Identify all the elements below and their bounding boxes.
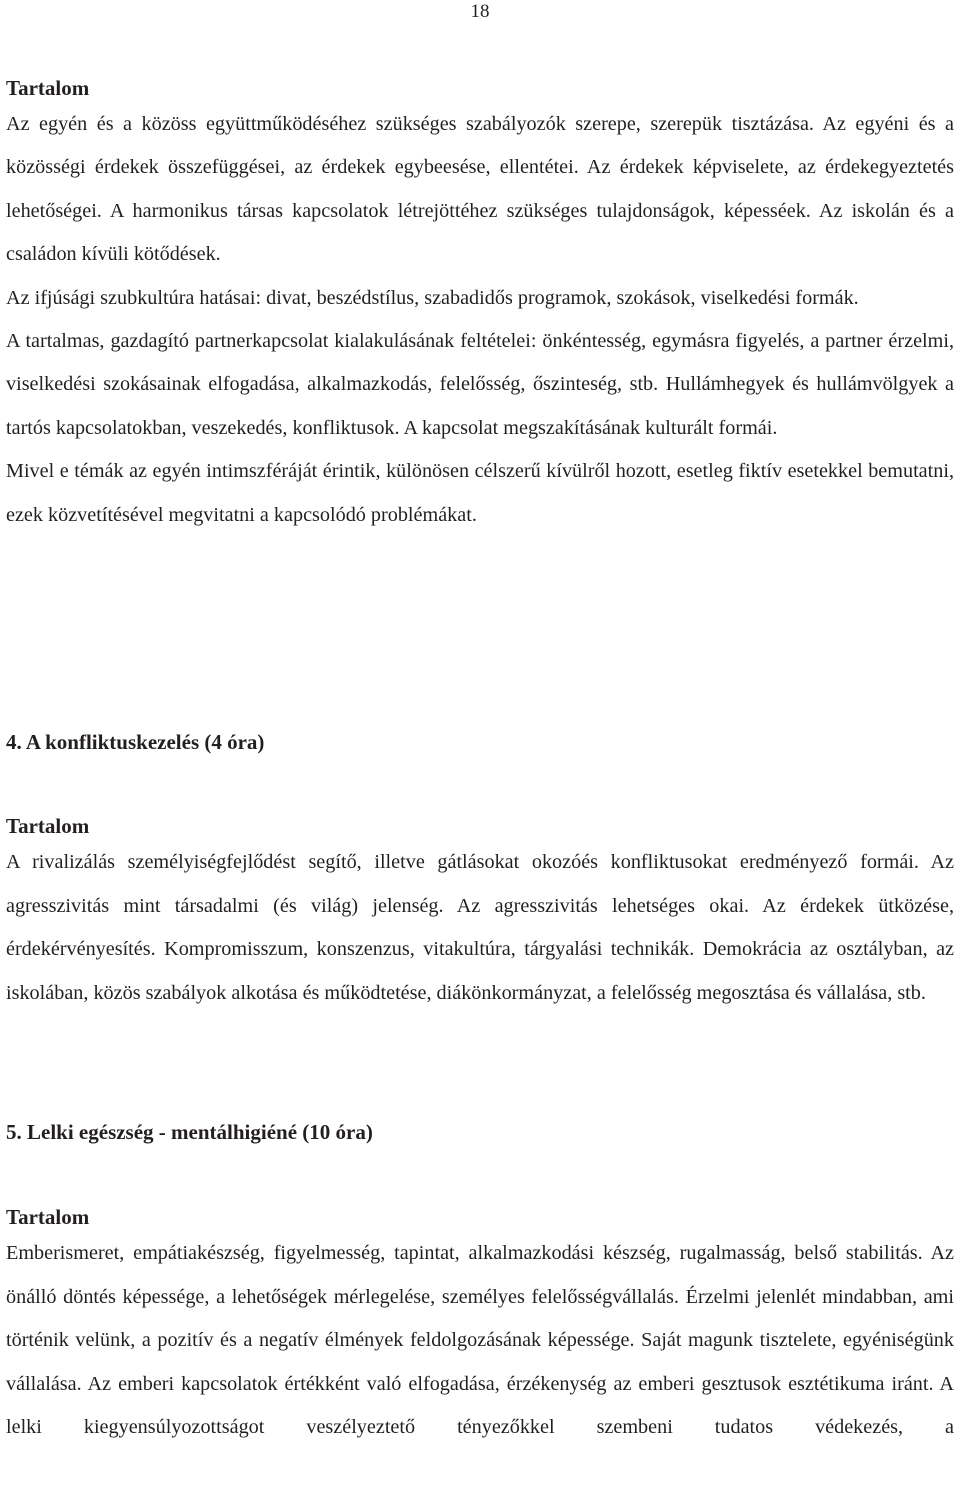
paragraph: Mivel e témák az egyén intimszféráját érintik, különösen célszerű kívülről hozott, esetleg fiktív esetekkel bemutatni, ezek közvetítésével megvitatni a kapcsolódó problémákat. [6,460,954,526]
content-heading: Tartalom [6,76,90,100]
content-heading: Tartalom [6,1205,90,1229]
content-block-section-4 [6,812,954,1015]
paragraph: Az ifjúsági szubkultúra hatásai: divat, beszédstílus, szabadidős programok, szokások, viselkedési formák. [6,286,859,309]
content-block-intro [6,74,954,537]
page-number: 18 [470,1,490,22]
paragraph: A tartalmas, gazdagító partnerkapcsolat kialakulásának feltételei: önkéntesség, egymásra figyelés, a partner érzelmi, viselkedési szokásainak elfogadása, alkalmazkodás, felelősség, őszinteség, stb. Hullámhegyek és hullámvölgyek a tartós kapcsolatokban, veszekedés, konfliktusok. A kapcsolat megszakításának kulturált formái. [6,330,954,439]
paragraph: Emberismeret, empátiakészség, figyelmesség, tapintat, alkalmazkodási készség, rugalmasság, belső stabilitás. Az önálló döntés képessége, a lehetőségek mérlegelése, személyes felelősségvállalás. Érzelmi jelenlét mindabban, ami történik velünk, a pozitív és a negatív élmények feldolgozásának képessége. Saját magunk tisztelete, egyéniségünk vállalása. Az emberi kapcsolatok értékként való elfogadása, érzékenység az emberi gesztusok esztétikuma iránt. A lelki kiegyensúlyozottságot veszélyeztető tényezőkkel szembeni tudatos védekezés, a [6,1242,954,1438]
paragraph: Az egyén és a közöss együttműködéséhez szükséges szabályozók szerepe, szerepük tisztázása. Az egyéni és a közösségi érdekek összefüggései, az érdekek egybeesése, ellentétei. Az érdekek képviselete, az érdekegyeztetés lehetőségei. A harmonikus társas kapcsolatok létrejöttéhez szükséges tulajdonságok, képesséek. Az iskolán és a családon kívüli kötődések. [6,113,954,266]
section-title-block [6,728,954,756]
paragraph: A rivalizálás személyiségfejlődést segítő, illetve gátlásokat okozóés konfliktusokat eredményező formái. Az agresszivitás mint társadalmi (és világ) jelenség. Az agresszivitás lehetséges okai. Az érdekek ütközése, érdekérvényesítés. Kompromisszum, konszenzus, vitakultúra, tárgyalási technikák. Demokrácia az osztályban, az iskolában, közös szabályok alkotása és működtetése, diákönkormányzat, a felelősség megosztása és vállalása, stb. [6,851,954,1004]
section-title: 5. Lelki egészség - mentálhigiéné (10 óra) [6,1120,373,1144]
section-title: 4. A konfliktuskezelés (4 óra) [6,730,265,754]
section-title-block [6,1118,954,1146]
content-heading: Tartalom [6,814,90,838]
content-block-section-5 [6,1203,954,1450]
